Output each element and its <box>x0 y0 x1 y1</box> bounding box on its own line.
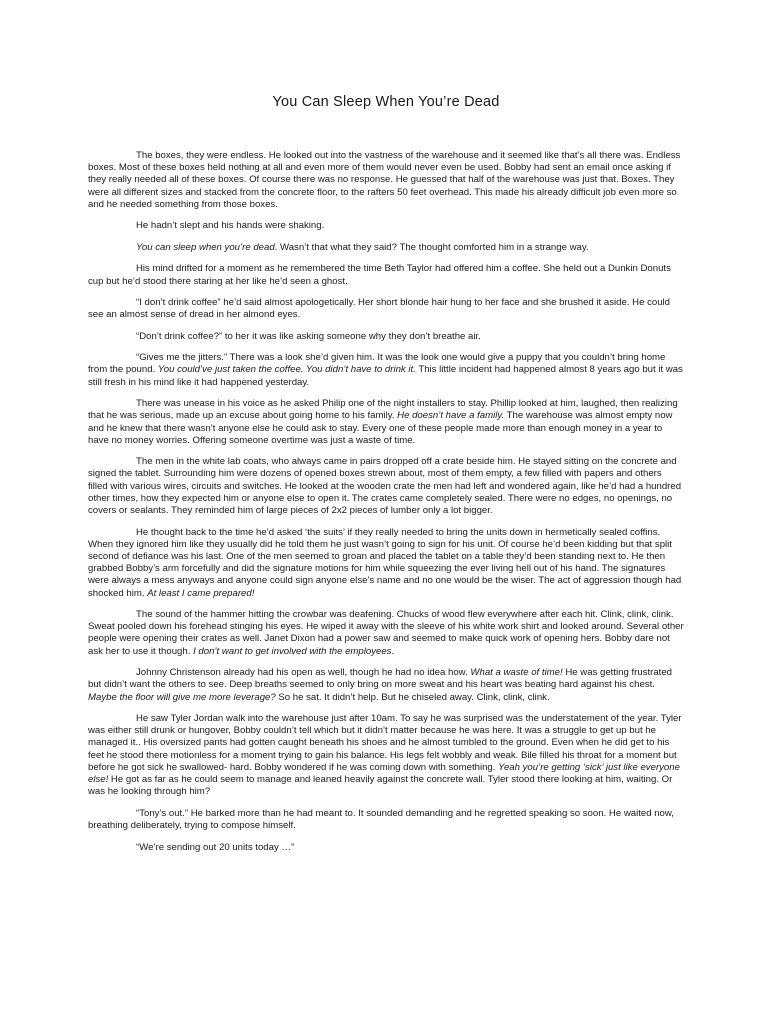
paragraph <box>88 713 684 798</box>
italic-text: He doesn’t have a family. <box>397 410 505 422</box>
paragraph <box>88 667 684 704</box>
italic-text: What a waste of time! <box>470 667 563 679</box>
paragraph-text: “Don’t drink coffee?” to her it was like asking someone why they don’t breathe air. <box>136 330 481 342</box>
paragraph <box>88 352 684 389</box>
paragraph <box>88 808 684 832</box>
paragraph-text: The sound of the hammer hitting the crowbar was deafening. Chucks of wood flew everywhere after each hit. Clink, clink, clink. Sweat pooled down his forehead stinging his eyes. He wiped it away with the sleeve of his white work shirt and looked around. Several other people were opening their crates as well. Janet Dixon had a power saw and seemed to make quick work of opening hers. Bobby dare not ask her to use it though. <box>88 609 684 657</box>
paragraph <box>88 609 684 658</box>
paragraph-text: “We’re sending out 20 units today …” <box>136 841 295 853</box>
paragraph-text: . Wasn’t that what they said? The thought comforted him in a strange way. <box>274 241 589 253</box>
paragraph-text: . <box>391 645 395 657</box>
italic-text: Yeah you’re getting ‘sick’ just like everyone else! <box>88 761 680 786</box>
paragraph-text: He saw Tyler Jordan walk into the warehouse just after 10am. To say he was surprised was the understatement of the year. Tyler was either still drunk or hungover, Bobby couldn’t tell which but it didn’t matter because he was here. It was a struggle to get up but he managed it.. His oversized pants had gotten caught beneath his shoes and he almost tumbled to the ground. Even when he did get to his feet he stood there motionless for a moment trying to gain his balance. His legs felt wobbly and weak. Bile filled his throat for a moment but before he got sick he swallowed- hard. Bobby wondered if he was coming down with something. <box>88 713 682 773</box>
paragraph <box>88 398 684 447</box>
italic-text: You could’ve just taken the coffee. You didn’t have to drink it. <box>157 364 416 376</box>
paragraph-text: He got as far as he could seem to manage and leaned heavily against the concrete wall. Tyler stood there looking at him, waiting. Or was he looking through him? <box>88 774 673 798</box>
paragraph <box>88 220 684 232</box>
document-body <box>88 150 684 854</box>
paragraph-text: “I don’t drink coffee” he’d said almost apologetically. Her short blonde hair hung to her face and she brushed it aside. He could see an almost sense of dread in her almond eyes. <box>88 297 671 321</box>
paragraph-text: “Gives me the jitters.” There was a look she’d given him. It was the look one would give a puppy that you couldn’t bring home from the pound. <box>88 352 666 376</box>
paragraph-text: This little incident had happened almost 8 years ago but it was still fresh in his mind like it had happened yesterday. <box>88 364 683 388</box>
paragraph-text: The men in the white lab coats, who always came in pairs dropped off a crate beside him. He stayed sitting on the concrete and signed the tablet. Surrounding him were dozens of opened boxes strewn about, most of them empty, a few filled with papers and others filled with various wires, circuits and switches. He looked at the wooden crate the men had left and wondered again, like he’d had a hundred other times, how they expected him or anyone else to open it. The crates came completely sealed. There were no edges, no openings, no covers or sealants. They reminded him of large pieces of 2x2 pieces of lumber only a lot bigger. <box>88 456 682 517</box>
italic-text: You can sleep when you’re dead <box>136 241 275 253</box>
paragraph-text: His mind drifted for a moment as he remembered the time Beth Taylor had offered him a coffee. She held out a Dunkin Donuts cup but he’d stood there staring at her like he’d seen a ghost. <box>88 263 671 287</box>
paragraph-text: The boxes, they were endless. He looked out into the vastness of the warehouse and it seemed like that’s all there was. Endless boxes. Most of these boxes held nothing at all and even more of them would never even be used. Bobby had sent an email once asking if they really needed all of these boxes. Of course there was no response. He guessed that half of the warehouse was just that. Boxes. They were all different sizes and stacked from the concrete floor, to the rafters 50 feet overhead. This made his already difficult job even more so and he needed something from those boxes. <box>88 150 681 210</box>
paragraph <box>88 297 684 321</box>
paragraph-text: Johnny Christenson already had his open as well, though he had no idea how. <box>136 667 471 679</box>
paragraph-text: There was unease in his voice as he asked Philip one of the night installers to stay. Phillip looked at him, laughed, then realizing that he was serious, made up an excuse about going home to his family. <box>88 398 678 422</box>
paragraph-text: He hadn’t slept and his hands were shaking. <box>136 220 325 232</box>
italic-text: I don’t want to get involved with the employees <box>193 645 392 657</box>
paragraph-text: “Tony’s out.” He barked more than he had meant to. It sounded demanding and he regretted speaking so soon. He waited now, breathing deliberately, trying to compose himself. <box>88 807 674 831</box>
italic-text: Maybe the floor will give me more leverage? <box>88 691 276 703</box>
paragraph <box>88 456 684 517</box>
paragraph <box>88 331 684 343</box>
document-title: You Can Sleep When You’re Dead <box>272 94 500 110</box>
paragraph <box>88 242 684 254</box>
paragraph-text: So he sat. It didn’t help. But he chiseled away. Clink, clink, clink. <box>275 691 550 703</box>
paragraph-text: The warehouse was almost empty now and he knew that there wasn’t anyone else he could ask to stay. Every one of these people made more than enough money in a year to have no money worries. Offering someone overtime was just a waste of time. <box>88 410 673 446</box>
italic-text: At least I came prepared! <box>147 587 255 599</box>
paragraph <box>88 527 684 600</box>
paragraph <box>88 263 684 287</box>
paragraph <box>88 842 684 854</box>
paragraph-text: He was getting frustrated but didn’t want the others to see. Deep breaths seemed to only bring on more sweat and his heart was beating hard against his chest. <box>88 667 672 691</box>
paragraph <box>88 150 684 211</box>
paragraph-text: He thought back to the time he’d asked ‘the suits’ if they really needed to bring the units down in hermetically sealed coffins. When they ignored him like they usually did he told them he just wasn’t going to sign for his unit. Of course he’d been kidding but that split second of defiance was his last. One of the men seemed to groan and placed the tablet on a table they’d been standing next to. He then grabbed Bobby’s arm forcefully and did the signature motions for him while squeezing the ever living hell out of his hand. The signatures were always a mess anyways and anyone could sign anyone else’s name and no one would be the wiser. The act of aggression though had shocked him. <box>88 526 682 599</box>
